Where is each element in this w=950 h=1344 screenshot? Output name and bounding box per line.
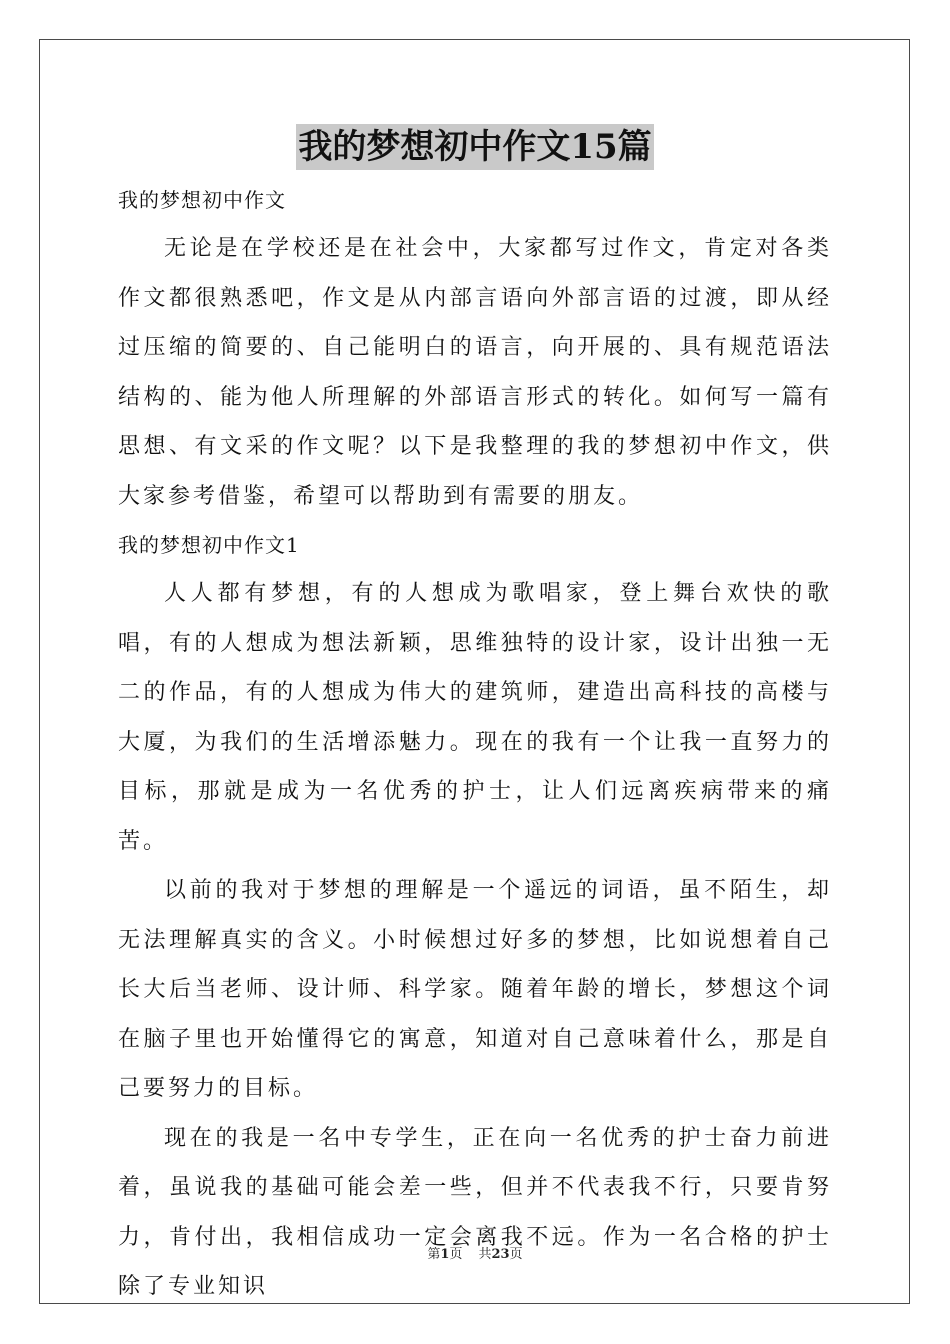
intro-paragraph: 无论是在学校还是在社会中，大家都写过作文，肯定对各类作文都很熟悉吧，作文是从内部言语向外部言语的过渡，即从经过压缩的简要的、自己能明白的语言，向开展的、具有规范语法结构的、能为他人所理解的外部语言形式的转化。如何写一篇有思想、有文采的作文呢？以下是我整理的我的梦想初中作文，供大家参考借鉴，希望可以帮助到有需要的朋友。 — [118, 236, 832, 509]
essay1-heading: 我的梦想初中作文1 — [118, 533, 300, 557]
essay1-paragraph-3: 现在的我是一名中专学生，正在向一名优秀的护士奋力前进着，虽说我的基础可能会差一些，但并不代表我不行，只要肯努力，肯付出，我相信成功一定会离我不远。作为一名合格的护士除了专业知识 — [118, 1125, 832, 1299]
total-suffix: 页 — [509, 1247, 523, 1262]
title-container — [0, 124, 950, 170]
document-body — [118, 176, 832, 1312]
intro-heading: 我的梦想初中作文 — [118, 188, 286, 212]
page-prefix: 第 — [427, 1247, 441, 1262]
total-page-count: 23 — [491, 1247, 510, 1262]
essay1-paragraph-1: 人人都有梦想，有的人想成为歌唱家，登上舞台欢快的歌唱，有的人想成为想法新颖，思维独特的设计家，设计出独一无二的作品，有的人想成为伟大的建筑师，建造出高科技的高楼与大厦，为我们的生活增添魅力。现在的我有一个让我一直努力的目标，那就是成为一名优秀的护士，让人们远离疾病带来的痛苦。 — [118, 581, 832, 854]
current-page-number: 1 — [440, 1247, 450, 1262]
total-prefix: 共 — [478, 1247, 492, 1262]
page-footer — [0, 1246, 950, 1264]
document-title: 我的梦想初中作文15篇 — [296, 124, 653, 170]
essay1-paragraph-2: 以前的我对于梦想的理解是一个遥远的词语，虽不陌生，却无法理解真实的含义。小时候想过好多的梦想，比如说想着自己长大后当老师、设计师、科学家。随着年龄的增长，梦想这个词在脑子里也开始懂得它的寓意，知道对自己意味着什么，那是自己要努力的目标。 — [118, 878, 832, 1101]
page-suffix: 页 — [449, 1247, 463, 1262]
